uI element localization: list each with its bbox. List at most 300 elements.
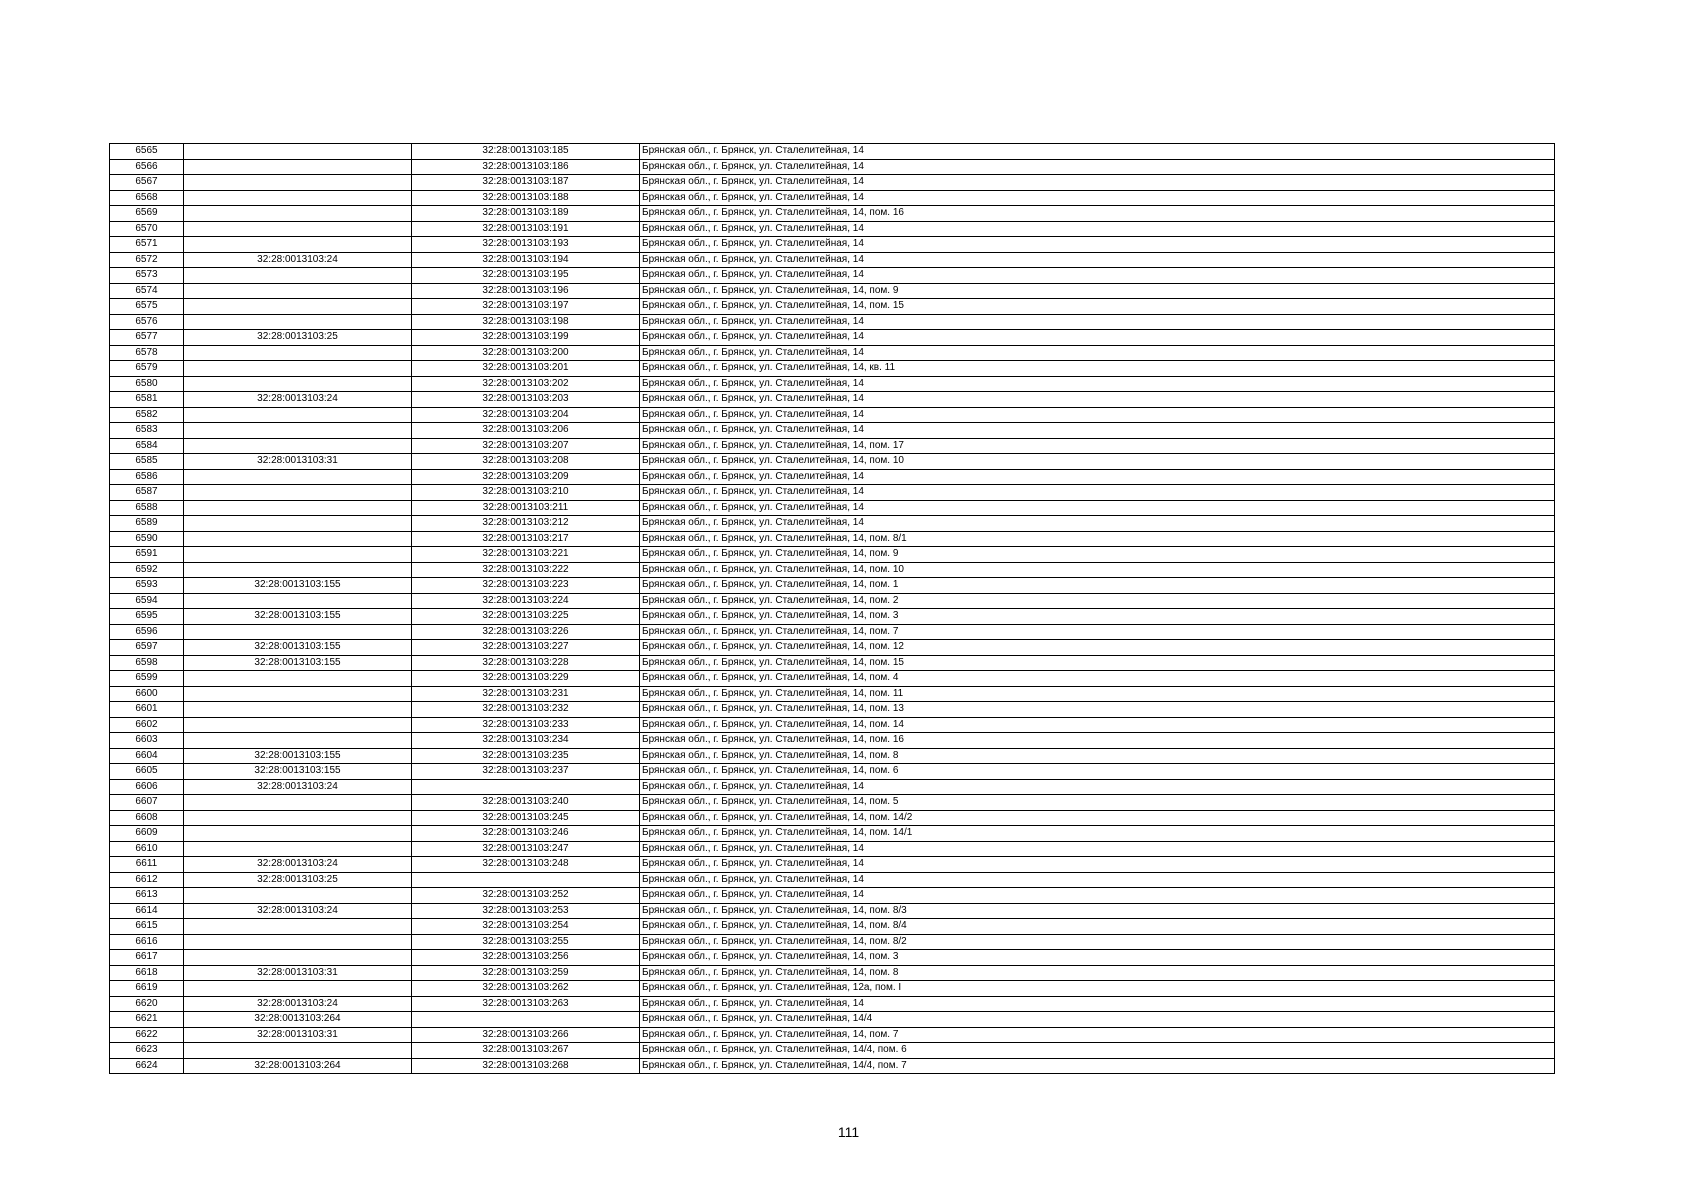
row-number-cell: 6606: [110, 779, 184, 795]
row-number-cell: 6576: [110, 314, 184, 330]
address-cell: Брянская обл., г. Брянск, ул. Сталелитейная, 14: [640, 345, 1555, 361]
row-number-cell: 6617: [110, 950, 184, 966]
row-number-cell: 6595: [110, 609, 184, 625]
address-cell: Брянская обл., г. Брянск, ул. Сталелитейная, 14, пом. 7: [640, 624, 1555, 640]
row-number-cell: 6620: [110, 996, 184, 1012]
address-cell: Брянская обл., г. Брянск, ул. Сталелитейная, 14, пом. 6: [640, 764, 1555, 780]
table-row: [110, 671, 1555, 687]
address-cell: Брянская обл., г. Брянск, ул. Сталелитейная, 14, пом. 12: [640, 640, 1555, 656]
table-row: [110, 1058, 1555, 1074]
table-row: [110, 438, 1555, 454]
parent-cadastral-cell: 32:28:0013103:155: [184, 764, 412, 780]
address-cell: Брянская обл., г. Брянск, ул. Сталелитейная, 14/4: [640, 1012, 1555, 1028]
cadastral-number-cell: 32:28:0013103:210: [412, 485, 640, 501]
table-row: [110, 733, 1555, 749]
table-row: [110, 640, 1555, 656]
row-number-cell: 6591: [110, 547, 184, 563]
address-cell: Брянская обл., г. Брянск, ул. Сталелитейная, 14: [640, 190, 1555, 206]
cadastral-number-cell: 32:28:0013103:217: [412, 531, 640, 547]
table-row: [110, 810, 1555, 826]
cadastral-number-cell: 32:28:0013103:246: [412, 826, 640, 842]
row-number-cell: 6601: [110, 702, 184, 718]
cadastral-number-cell: 32:28:0013103:208: [412, 454, 640, 470]
table-row: [110, 578, 1555, 594]
table-row: [110, 206, 1555, 222]
cadastral-number-cell: 32:28:0013103:226: [412, 624, 640, 640]
row-number-cell: 6585: [110, 454, 184, 470]
address-cell: Брянская обл., г. Брянск, ул. Сталелитейная, 14: [640, 779, 1555, 795]
parent-cadastral-cell: 32:28:0013103:155: [184, 655, 412, 671]
cadastral-table: [109, 143, 1555, 1074]
page-number: 111: [837, 1124, 860, 1140]
cadastral-number-cell: 32:28:0013103:191: [412, 221, 640, 237]
table-row: [110, 1027, 1555, 1043]
address-cell: Брянская обл., г. Брянск, ул. Сталелитейная, 14: [640, 175, 1555, 191]
table-row: [110, 717, 1555, 733]
cadastral-number-cell: 32:28:0013103:209: [412, 469, 640, 485]
address-cell: Брянская обл., г. Брянск, ул. Сталелитейная, 14, пом. 13: [640, 702, 1555, 718]
table-row: [110, 702, 1555, 718]
parent-cadastral-cell: [184, 469, 412, 485]
parent-cadastral-cell: [184, 562, 412, 578]
row-number-cell: 6614: [110, 903, 184, 919]
parent-cadastral-cell: 32:28:0013103:155: [184, 640, 412, 656]
row-number-cell: 6610: [110, 841, 184, 857]
table-row: [110, 268, 1555, 284]
address-cell: Брянская обл., г. Брянск, ул. Сталелитейная, 14: [640, 221, 1555, 237]
table-row: [110, 159, 1555, 175]
table-row: [110, 175, 1555, 191]
row-number-cell: 6573: [110, 268, 184, 284]
cadastral-number-cell: 32:28:0013103:201: [412, 361, 640, 377]
table-row: [110, 423, 1555, 439]
cadastral-number-cell: 32:28:0013103:224: [412, 593, 640, 609]
table-row: [110, 562, 1555, 578]
address-cell: Брянская обл., г. Брянск, ул. Сталелитейная, 14: [640, 516, 1555, 532]
address-cell: Брянская обл., г. Брянск, ул. Сталелитейная, 14, пом. 16: [640, 206, 1555, 222]
table-row: [110, 779, 1555, 795]
cadastral-number-cell: 32:28:0013103:196: [412, 283, 640, 299]
row-number-cell: 6616: [110, 934, 184, 950]
row-number-cell: 6572: [110, 252, 184, 268]
address-cell: Брянская обл., г. Брянск, ул. Сталелитейная, 14: [640, 314, 1555, 330]
row-number-cell: 6611: [110, 857, 184, 873]
address-cell: Брянская обл., г. Брянск, ул. Сталелитейная, 14, пом. 4: [640, 671, 1555, 687]
table-row: [110, 888, 1555, 904]
cadastral-number-cell: 32:28:0013103:186: [412, 159, 640, 175]
parent-cadastral-cell: [184, 175, 412, 191]
table-row: [110, 299, 1555, 315]
address-cell: Брянская обл., г. Брянск, ул. Сталелитейная, 14, пом. 17: [640, 438, 1555, 454]
parent-cadastral-cell: 32:28:0013103:264: [184, 1058, 412, 1074]
table-row: [110, 903, 1555, 919]
table-row: [110, 330, 1555, 346]
row-number-cell: 6583: [110, 423, 184, 439]
parent-cadastral-cell: 32:28:0013103:31: [184, 454, 412, 470]
address-cell: Брянская обл., г. Брянск, ул. Сталелитейная, 14, пом. 5: [640, 795, 1555, 811]
cadastral-number-cell: 32:28:0013103:188: [412, 190, 640, 206]
parent-cadastral-cell: [184, 407, 412, 423]
cadastral-number-cell: 32:28:0013103:245: [412, 810, 640, 826]
cadastral-number-cell: [412, 779, 640, 795]
parent-cadastral-cell: [184, 841, 412, 857]
cadastral-number-cell: 32:28:0013103:253: [412, 903, 640, 919]
address-cell: Брянская обл., г. Брянск, ул. Сталелитейная, 14: [640, 376, 1555, 392]
table-row: [110, 221, 1555, 237]
cadastral-number-cell: 32:28:0013103:231: [412, 686, 640, 702]
table-row: [110, 531, 1555, 547]
address-cell: Брянская обл., г. Брянск, ул. Сталелитейная, 14, пом. 15: [640, 299, 1555, 315]
parent-cadastral-cell: [184, 531, 412, 547]
parent-cadastral-cell: [184, 237, 412, 253]
address-cell: Брянская обл., г. Брянск, ул. Сталелитейная, 14: [640, 407, 1555, 423]
cadastral-number-cell: 32:28:0013103:227: [412, 640, 640, 656]
parent-cadastral-cell: [184, 516, 412, 532]
row-number-cell: 6607: [110, 795, 184, 811]
row-number-cell: 6574: [110, 283, 184, 299]
cadastral-number-cell: 32:28:0013103:212: [412, 516, 640, 532]
row-number-cell: 6579: [110, 361, 184, 377]
cadastral-number-cell: 32:28:0013103:262: [412, 981, 640, 997]
cadastral-number-cell: 32:28:0013103:268: [412, 1058, 640, 1074]
parent-cadastral-cell: 32:28:0013103:264: [184, 1012, 412, 1028]
address-cell: Брянская обл., г. Брянск, ул. Сталелитейная, 14/4, пом. 7: [640, 1058, 1555, 1074]
table-row: [110, 826, 1555, 842]
parent-cadastral-cell: [184, 283, 412, 299]
table-row: [110, 516, 1555, 532]
row-number-cell: 6593: [110, 578, 184, 594]
parent-cadastral-cell: 32:28:0013103:24: [184, 857, 412, 873]
parent-cadastral-cell: 32:28:0013103:31: [184, 1027, 412, 1043]
table-row: [110, 593, 1555, 609]
parent-cadastral-cell: [184, 717, 412, 733]
cadastral-number-cell: 32:28:0013103:247: [412, 841, 640, 857]
address-cell: Брянская обл., г. Брянск, ул. Сталелитейная, 14, пом. 14: [640, 717, 1555, 733]
table-row: [110, 345, 1555, 361]
table-row: [110, 624, 1555, 640]
row-number-cell: 6609: [110, 826, 184, 842]
parent-cadastral-cell: [184, 423, 412, 439]
row-number-cell: 6584: [110, 438, 184, 454]
address-cell: Брянская обл., г. Брянск, ул. Сталелитейная, 14, пом. 3: [640, 950, 1555, 966]
address-cell: Брянская обл., г. Брянск, ул. Сталелитейная, 14: [640, 485, 1555, 501]
address-cell: Брянская обл., г. Брянск, ул. Сталелитейная, 14, пом. 11: [640, 686, 1555, 702]
cadastral-number-cell: 32:28:0013103:194: [412, 252, 640, 268]
row-number-cell: 6619: [110, 981, 184, 997]
parent-cadastral-cell: [184, 500, 412, 516]
address-cell: Брянская обл., г. Брянск, ул. Сталелитейная, 14: [640, 500, 1555, 516]
address-cell: Брянская обл., г. Брянск, ул. Сталелитейная, 14: [640, 888, 1555, 904]
row-number-cell: 6575: [110, 299, 184, 315]
cadastral-number-cell: 32:28:0013103:225: [412, 609, 640, 625]
cadastral-number-cell: 32:28:0013103:248: [412, 857, 640, 873]
table-row: [110, 919, 1555, 935]
table-row: [110, 190, 1555, 206]
row-number-cell: 6608: [110, 810, 184, 826]
table-row: [110, 981, 1555, 997]
address-cell: Брянская обл., г. Брянск, ул. Сталелитейная, 14: [640, 423, 1555, 439]
cadastral-number-cell: 32:28:0013103:211: [412, 500, 640, 516]
table-row: [110, 655, 1555, 671]
cadastral-number-cell: 32:28:0013103:235: [412, 748, 640, 764]
cadastral-number-cell: 32:28:0013103:199: [412, 330, 640, 346]
row-number-cell: 6624: [110, 1058, 184, 1074]
parent-cadastral-cell: 32:28:0013103:155: [184, 609, 412, 625]
row-number-cell: 6588: [110, 500, 184, 516]
table-row: [110, 795, 1555, 811]
table-row: [110, 485, 1555, 501]
parent-cadastral-cell: [184, 919, 412, 935]
table-row: [110, 1012, 1555, 1028]
address-cell: Брянская обл., г. Брянск, ул. Сталелитейная, 14: [640, 841, 1555, 857]
parent-cadastral-cell: [184, 144, 412, 160]
address-cell: Брянская обл., г. Брянск, ул. Сталелитейная, 14: [640, 872, 1555, 888]
address-cell: Брянская обл., г. Брянск, ул. Сталелитейная, 14: [640, 469, 1555, 485]
parent-cadastral-cell: [184, 345, 412, 361]
cadastral-number-cell: [412, 1012, 640, 1028]
parent-cadastral-cell: [184, 1043, 412, 1059]
row-number-cell: 6602: [110, 717, 184, 733]
row-number-cell: 6590: [110, 531, 184, 547]
row-number-cell: 6578: [110, 345, 184, 361]
table-row: [110, 237, 1555, 253]
cadastral-table-body: [110, 144, 1555, 1074]
address-cell: Брянская обл., г. Брянск, ул. Сталелитейная, 14, пом. 8/3: [640, 903, 1555, 919]
address-cell: Брянская обл., г. Брянск, ул. Сталелитейная, 14, пом. 10: [640, 562, 1555, 578]
cadastral-number-cell: 32:28:0013103:266: [412, 1027, 640, 1043]
cadastral-number-cell: 32:28:0013103:207: [412, 438, 640, 454]
row-number-cell: 6605: [110, 764, 184, 780]
row-number-cell: 6596: [110, 624, 184, 640]
parent-cadastral-cell: [184, 888, 412, 904]
row-number-cell: 6604: [110, 748, 184, 764]
parent-cadastral-cell: 32:28:0013103:24: [184, 392, 412, 408]
parent-cadastral-cell: [184, 206, 412, 222]
address-cell: Брянская обл., г. Брянск, ул. Сталелитейная, 14, пом. 7: [640, 1027, 1555, 1043]
parent-cadastral-cell: [184, 826, 412, 842]
cadastral-number-cell: 32:28:0013103:263: [412, 996, 640, 1012]
row-number-cell: 6598: [110, 655, 184, 671]
cadastral-number-cell: 32:28:0013103:222: [412, 562, 640, 578]
table-row: [110, 841, 1555, 857]
cadastral-number-cell: 32:28:0013103:255: [412, 934, 640, 950]
cadastral-number-cell: 32:28:0013103:223: [412, 578, 640, 594]
cadastral-number-cell: 32:28:0013103:198: [412, 314, 640, 330]
row-number-cell: 6570: [110, 221, 184, 237]
parent-cadastral-cell: 32:28:0013103:155: [184, 748, 412, 764]
row-number-cell: 6623: [110, 1043, 184, 1059]
address-cell: Брянская обл., г. Брянск, ул. Сталелитейная, 14: [640, 252, 1555, 268]
cadastral-number-cell: 32:28:0013103:237: [412, 764, 640, 780]
address-cell: Брянская обл., г. Брянск, ул. Сталелитейная, 14, пом. 14/1: [640, 826, 1555, 842]
address-cell: Брянская обл., г. Брянск, ул. Сталелитейная, 14, пом. 8: [640, 965, 1555, 981]
cadastral-number-cell: 32:28:0013103:206: [412, 423, 640, 439]
cadastral-number-cell: 32:28:0013103:267: [412, 1043, 640, 1059]
parent-cadastral-cell: 32:28:0013103:155: [184, 578, 412, 594]
address-cell: Брянская обл., г. Брянск, ул. Сталелитейная, 14, пом. 8/1: [640, 531, 1555, 547]
cadastral-number-cell: 32:28:0013103:200: [412, 345, 640, 361]
cadastral-number-cell: 32:28:0013103:228: [412, 655, 640, 671]
parent-cadastral-cell: 32:28:0013103:25: [184, 330, 412, 346]
row-number-cell: 6580: [110, 376, 184, 392]
parent-cadastral-cell: [184, 547, 412, 563]
table-row: [110, 252, 1555, 268]
parent-cadastral-cell: [184, 221, 412, 237]
address-cell: Брянская обл., г. Брянск, ул. Сталелитейная, 14: [640, 392, 1555, 408]
parent-cadastral-cell: [184, 159, 412, 175]
table-row: [110, 283, 1555, 299]
table-row: [110, 500, 1555, 516]
table-row: [110, 314, 1555, 330]
row-number-cell: 6577: [110, 330, 184, 346]
cadastral-number-cell: [412, 872, 640, 888]
parent-cadastral-cell: [184, 702, 412, 718]
parent-cadastral-cell: [184, 733, 412, 749]
address-cell: Брянская обл., г. Брянск, ул. Сталелитейная, 14: [640, 330, 1555, 346]
parent-cadastral-cell: [184, 485, 412, 501]
table-row: [110, 1043, 1555, 1059]
cadastral-number-cell: 32:28:0013103:221: [412, 547, 640, 563]
cadastral-number-cell: 32:28:0013103:204: [412, 407, 640, 423]
address-cell: Брянская обл., г. Брянск, ул. Сталелитейная, 14, пом. 3: [640, 609, 1555, 625]
address-cell: Брянская обл., г. Брянск, ул. Сталелитейная, 12а, пом. I: [640, 981, 1555, 997]
address-cell: Брянская обл., г. Брянск, ул. Сталелитейная, 14, кв. 11: [640, 361, 1555, 377]
parent-cadastral-cell: [184, 624, 412, 640]
parent-cadastral-cell: [184, 376, 412, 392]
table-row: [110, 934, 1555, 950]
address-cell: Брянская обл., г. Брянск, ул. Сталелитейная, 14: [640, 144, 1555, 160]
address-cell: Брянская обл., г. Брянск, ул. Сталелитейная, 14: [640, 159, 1555, 175]
cadastral-number-cell: 32:28:0013103:197: [412, 299, 640, 315]
cadastral-number-cell: 32:28:0013103:187: [412, 175, 640, 191]
row-number-cell: 6597: [110, 640, 184, 656]
address-cell: Брянская обл., г. Брянск, ул. Сталелитейная, 14, пом. 14/2: [640, 810, 1555, 826]
table-row: [110, 748, 1555, 764]
table-row: [110, 392, 1555, 408]
row-number-cell: 6571: [110, 237, 184, 253]
address-cell: Брянская обл., г. Брянск, ул. Сталелитейная, 14, пом. 8: [640, 748, 1555, 764]
parent-cadastral-cell: 32:28:0013103:24: [184, 252, 412, 268]
cadastral-number-cell: 32:28:0013103:189: [412, 206, 640, 222]
parent-cadastral-cell: [184, 361, 412, 377]
table-row: [110, 361, 1555, 377]
row-number-cell: 6582: [110, 407, 184, 423]
address-cell: Брянская обл., г. Брянск, ул. Сталелитейная, 14: [640, 268, 1555, 284]
cadastral-number-cell: 32:28:0013103:202: [412, 376, 640, 392]
parent-cadastral-cell: [184, 981, 412, 997]
row-number-cell: 6592: [110, 562, 184, 578]
cadastral-number-cell: 32:28:0013103:195: [412, 268, 640, 284]
address-cell: Брянская обл., г. Брянск, ул. Сталелитейная, 14, пом. 9: [640, 547, 1555, 563]
table-row: [110, 454, 1555, 470]
row-number-cell: 6566: [110, 159, 184, 175]
row-number-cell: 6599: [110, 671, 184, 687]
table-row: [110, 144, 1555, 160]
row-number-cell: 6587: [110, 485, 184, 501]
row-number-cell: 6586: [110, 469, 184, 485]
row-number-cell: 6569: [110, 206, 184, 222]
address-cell: Брянская обл., г. Брянск, ул. Сталелитейная, 14: [640, 857, 1555, 873]
row-number-cell: 6565: [110, 144, 184, 160]
address-cell: Брянская обл., г. Брянск, ул. Сталелитейная, 14, пом. 15: [640, 655, 1555, 671]
cadastral-number-cell: 32:28:0013103:185: [412, 144, 640, 160]
parent-cadastral-cell: 32:28:0013103:24: [184, 779, 412, 795]
row-number-cell: 6622: [110, 1027, 184, 1043]
row-number-cell: 6594: [110, 593, 184, 609]
row-number-cell: 6581: [110, 392, 184, 408]
table-row: [110, 857, 1555, 873]
cadastral-number-cell: 32:28:0013103:256: [412, 950, 640, 966]
parent-cadastral-cell: [184, 810, 412, 826]
row-number-cell: 6612: [110, 872, 184, 888]
cadastral-number-cell: 32:28:0013103:234: [412, 733, 640, 749]
table-row: [110, 996, 1555, 1012]
table-row: [110, 764, 1555, 780]
cadastral-number-cell: 32:28:0013103:259: [412, 965, 640, 981]
address-cell: Брянская обл., г. Брянск, ул. Сталелитейная, 14, пом. 1: [640, 578, 1555, 594]
address-cell: Брянская обл., г. Брянск, ул. Сталелитейная, 14/4, пом. 6: [640, 1043, 1555, 1059]
address-cell: Брянская обл., г. Брянск, ул. Сталелитейная, 14, пом. 9: [640, 283, 1555, 299]
address-cell: Брянская обл., г. Брянск, ул. Сталелитейная, 14: [640, 996, 1555, 1012]
table-row: [110, 686, 1555, 702]
row-number-cell: 6568: [110, 190, 184, 206]
address-cell: Брянская обл., г. Брянск, ул. Сталелитейная, 14, пом. 8/2: [640, 934, 1555, 950]
address-cell: Брянская обл., г. Брянск, ул. Сталелитейная, 14, пом. 10: [640, 454, 1555, 470]
address-cell: Брянская обл., г. Брянск, ул. Сталелитейная, 14: [640, 237, 1555, 253]
parent-cadastral-cell: 32:28:0013103:24: [184, 996, 412, 1012]
parent-cadastral-cell: [184, 593, 412, 609]
cadastral-number-cell: 32:28:0013103:254: [412, 919, 640, 935]
table-row: [110, 950, 1555, 966]
address-cell: Брянская обл., г. Брянск, ул. Сталелитейная, 14, пом. 16: [640, 733, 1555, 749]
parent-cadastral-cell: [184, 686, 412, 702]
parent-cadastral-cell: 32:28:0013103:31: [184, 965, 412, 981]
table-row: [110, 469, 1555, 485]
row-number-cell: 6589: [110, 516, 184, 532]
cadastral-number-cell: 32:28:0013103:232: [412, 702, 640, 718]
parent-cadastral-cell: [184, 795, 412, 811]
row-number-cell: 6615: [110, 919, 184, 935]
parent-cadastral-cell: [184, 190, 412, 206]
parent-cadastral-cell: [184, 671, 412, 687]
table-row: [110, 965, 1555, 981]
parent-cadastral-cell: [184, 299, 412, 315]
address-cell: Брянская обл., г. Брянск, ул. Сталелитейная, 14, пом. 8/4: [640, 919, 1555, 935]
row-number-cell: 6603: [110, 733, 184, 749]
table-row: [110, 407, 1555, 423]
row-number-cell: 6600: [110, 686, 184, 702]
cadastral-number-cell: 32:28:0013103:252: [412, 888, 640, 904]
cadastral-number-cell: 32:28:0013103:203: [412, 392, 640, 408]
row-number-cell: 6621: [110, 1012, 184, 1028]
table-row: [110, 547, 1555, 563]
address-cell: Брянская обл., г. Брянск, ул. Сталелитейная, 14, пом. 2: [640, 593, 1555, 609]
row-number-cell: 6613: [110, 888, 184, 904]
parent-cadastral-cell: [184, 950, 412, 966]
cadastral-number-cell: 32:28:0013103:240: [412, 795, 640, 811]
cadastral-number-cell: 32:28:0013103:233: [412, 717, 640, 733]
parent-cadastral-cell: [184, 934, 412, 950]
parent-cadastral-cell: [184, 314, 412, 330]
parent-cadastral-cell: [184, 268, 412, 284]
table-row: [110, 872, 1555, 888]
cadastral-number-cell: 32:28:0013103:229: [412, 671, 640, 687]
table-row: [110, 609, 1555, 625]
parent-cadastral-cell: 32:28:0013103:25: [184, 872, 412, 888]
row-number-cell: 6567: [110, 175, 184, 191]
cadastral-number-cell: 32:28:0013103:193: [412, 237, 640, 253]
row-number-cell: 6618: [110, 965, 184, 981]
